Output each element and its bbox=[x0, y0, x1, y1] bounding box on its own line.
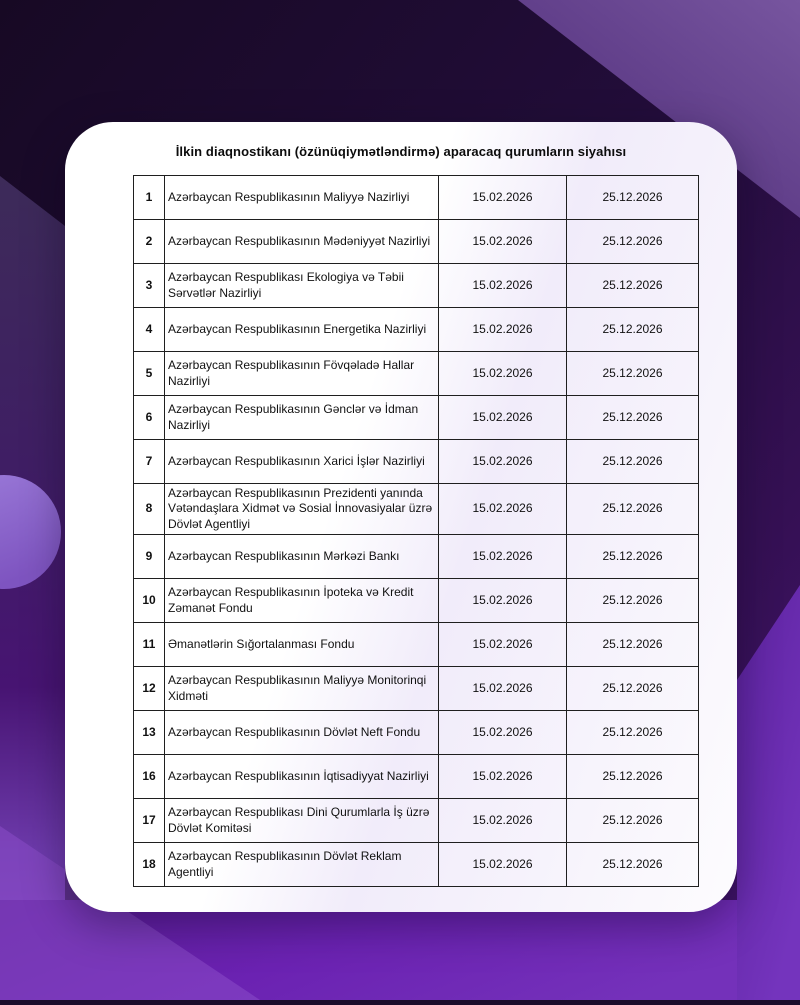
row-number-cell: 13 bbox=[134, 711, 165, 755]
org-name-cell: Azərbaycan Respublikasının Mərkəzi Bankı bbox=[165, 535, 439, 579]
start-date-cell: 15.02.2026 bbox=[439, 352, 567, 396]
row-number-cell: 4 bbox=[134, 308, 165, 352]
start-date-cell: 15.02.2026 bbox=[439, 843, 567, 887]
row-number-cell: 6 bbox=[134, 396, 165, 440]
table-row bbox=[134, 352, 699, 396]
row-number-cell: 17 bbox=[134, 799, 165, 843]
start-date-cell: 15.02.2026 bbox=[439, 308, 567, 352]
row-number-cell: 10 bbox=[134, 579, 165, 623]
start-date-cell: 15.02.2026 bbox=[439, 535, 567, 579]
row-number-cell: 9 bbox=[134, 535, 165, 579]
table-row bbox=[134, 484, 699, 535]
row-number-cell: 18 bbox=[134, 843, 165, 887]
end-date-cell: 25.12.2026 bbox=[567, 755, 699, 799]
table-row bbox=[134, 711, 699, 755]
table-row bbox=[134, 667, 699, 711]
end-date-cell: 25.12.2026 bbox=[567, 220, 699, 264]
row-number-cell: 8 bbox=[134, 484, 165, 535]
org-name-cell: Azərbaycan Respublikası Ekologiya və Təbii Sərvətlər Nazirliyi bbox=[165, 264, 439, 308]
org-name-cell: Azərbaycan Respublikasının Maliyyə Monitorinqi Xidməti bbox=[165, 667, 439, 711]
row-number-cell: 7 bbox=[134, 440, 165, 484]
row-number-cell: 2 bbox=[134, 220, 165, 264]
document-card bbox=[65, 122, 737, 912]
org-name-cell: Azərbaycan Respublikasının Prezidenti yanında Vətəndaşlara Xidmət və Sosial İnnovasiyalar üzrə Dövlət Agentliyi bbox=[165, 484, 439, 535]
org-name-cell: Azərbaycan Respublikasının Maliyyə Nazirliyi bbox=[165, 176, 439, 220]
end-date-cell: 25.12.2026 bbox=[567, 396, 699, 440]
org-name-cell: Azərbaycan Respublikasının Energetika Nazirliyi bbox=[165, 308, 439, 352]
row-number-cell: 11 bbox=[134, 623, 165, 667]
row-number-cell: 3 bbox=[134, 264, 165, 308]
table-row bbox=[134, 623, 699, 667]
org-name-cell: Azərbaycan Respublikasının Dövlət Neft Fondu bbox=[165, 711, 439, 755]
org-name-cell: Əmanətlərin Sığortalanması Fondu bbox=[165, 623, 439, 667]
table-row bbox=[134, 579, 699, 623]
table-row bbox=[134, 176, 699, 220]
end-date-cell: 25.12.2026 bbox=[567, 484, 699, 535]
end-date-cell: 25.12.2026 bbox=[567, 176, 699, 220]
end-date-cell: 25.12.2026 bbox=[567, 264, 699, 308]
org-name-cell: Azərbaycan Respublikasının Dövlət Reklam Agentliyi bbox=[165, 843, 439, 887]
org-name-cell: Azərbaycan Respublikasının İqtisadiyyat Nazirliyi bbox=[165, 755, 439, 799]
start-date-cell: 15.02.2026 bbox=[439, 799, 567, 843]
table-row bbox=[134, 308, 699, 352]
row-number-cell: 5 bbox=[134, 352, 165, 396]
table-row bbox=[134, 755, 699, 799]
end-date-cell: 25.12.2026 bbox=[567, 440, 699, 484]
end-date-cell: 25.12.2026 bbox=[567, 711, 699, 755]
row-number-cell: 1 bbox=[134, 176, 165, 220]
start-date-cell: 15.02.2026 bbox=[439, 623, 567, 667]
row-number-cell: 16 bbox=[134, 755, 165, 799]
table-row bbox=[134, 843, 699, 887]
end-date-cell: 25.12.2026 bbox=[567, 579, 699, 623]
org-table-body bbox=[134, 176, 699, 887]
end-date-cell: 25.12.2026 bbox=[567, 623, 699, 667]
end-date-cell: 25.12.2026 bbox=[567, 308, 699, 352]
table-row bbox=[134, 264, 699, 308]
org-name-cell: Azərbaycan Respublikasının Fövqəladə Hallar Nazirliyi bbox=[165, 352, 439, 396]
start-date-cell: 15.02.2026 bbox=[439, 711, 567, 755]
table-row bbox=[134, 396, 699, 440]
start-date-cell: 15.02.2026 bbox=[439, 755, 567, 799]
org-name-cell: Azərbaycan Respublikası Dini Qurumlarla İş üzrə Dövlət Komitəsi bbox=[165, 799, 439, 843]
end-date-cell: 25.12.2026 bbox=[567, 799, 699, 843]
start-date-cell: 15.02.2026 bbox=[439, 440, 567, 484]
start-date-cell: 15.02.2026 bbox=[439, 220, 567, 264]
org-name-cell: Azərbaycan Respublikasının Xarici İşlər Nazirliyi bbox=[165, 440, 439, 484]
end-date-cell: 25.12.2026 bbox=[567, 535, 699, 579]
end-date-cell: 25.12.2026 bbox=[567, 352, 699, 396]
end-date-cell: 25.12.2026 bbox=[567, 667, 699, 711]
table-row bbox=[134, 440, 699, 484]
page-title: İlkin diaqnostikanı (özünüqiymətləndirmə) aparacaq qurumların siyahısı bbox=[175, 144, 627, 159]
end-date-cell: 25.12.2026 bbox=[567, 843, 699, 887]
table-row bbox=[134, 799, 699, 843]
start-date-cell: 15.02.2026 bbox=[439, 176, 567, 220]
start-date-cell: 15.02.2026 bbox=[439, 484, 567, 535]
org-name-cell: Azərbaycan Respublikasının İpoteka və Kredit Zəmanət Fondu bbox=[165, 579, 439, 623]
start-date-cell: 15.02.2026 bbox=[439, 667, 567, 711]
start-date-cell: 15.02.2026 bbox=[439, 264, 567, 308]
start-date-cell: 15.02.2026 bbox=[439, 396, 567, 440]
start-date-cell: 15.02.2026 bbox=[439, 579, 567, 623]
table-row bbox=[134, 220, 699, 264]
org-name-cell: Azərbaycan Respublikasının Mədəniyyət Nazirliyi bbox=[165, 220, 439, 264]
org-table bbox=[133, 175, 699, 887]
table-row bbox=[134, 535, 699, 579]
org-name-cell: Azərbaycan Respublikasının Gənclər və İdman Nazirliyi bbox=[165, 396, 439, 440]
row-number-cell: 12 bbox=[134, 667, 165, 711]
